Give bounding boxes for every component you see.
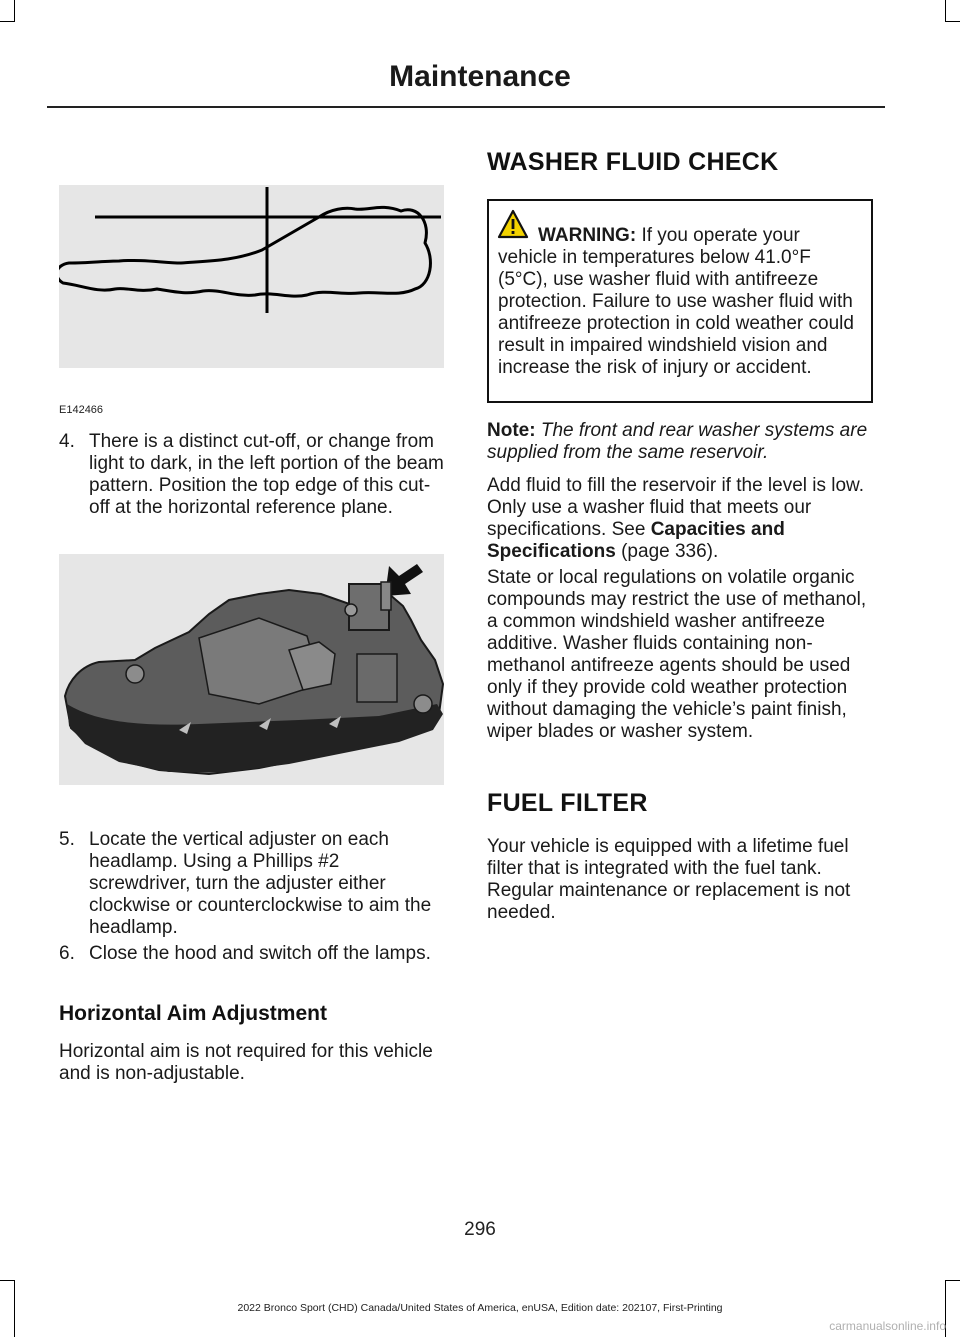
step-number: 4. [59, 431, 75, 452]
add-fluid-text: Add fluid to fill the reservoir if the level is low. Only use a washer fluid that meets our specifications. See [487, 475, 865, 540]
figure-code: E142466 [59, 404, 104, 416]
watermark: carmanualsonline.info [829, 1319, 946, 1333]
horizontal-aim-heading: Horizontal Aim Adjustment [59, 1002, 327, 1025]
washer-fluid-heading: WASHER FLUID CHECK [487, 148, 779, 176]
page-title: Maintenance [389, 60, 571, 93]
crop-mark [945, 0, 946, 22]
capacities-link[interactable]: Capacities and Specifications [487, 519, 785, 562]
step-text: There is a distinct cut-off, or change from light to dark, in the left portion of the beam pattern. Position the top edge of this cut-off at the horizontal reference plane. [89, 431, 444, 518]
crop-mark [14, 0, 15, 22]
fuel-filter-heading: FUEL FILTER [487, 789, 648, 817]
horizontal-aim-text: Horizontal aim is not required for this vehicle and is non-adjustable. [59, 1041, 433, 1084]
warning-text: If you operate your vehicle in temperatures below 41.0°F (5°C), use washer fluid with antifreeze protection. Failure to use washer fluid with antifreeze protection in cold weather could result in impaired windshield vision and increase the risk of injury or accident. [498, 225, 854, 378]
add-fluid-paragraph [487, 475, 879, 563]
crop-mark [0, 21, 15, 22]
step-text: Close the hood and switch off the lamps. [89, 943, 431, 964]
step-5 [59, 829, 444, 939]
step-6 [59, 943, 444, 965]
page-number: 296 [464, 1219, 496, 1240]
headlamp-illustration [59, 554, 444, 785]
header-divider [47, 106, 885, 108]
warning-box [487, 199, 873, 403]
headlamp-figure [59, 554, 444, 785]
step-text: Locate the vertical adjuster on each headlamp. Using a Phillips #2 screwdriver, turn the adjuster either clockwise or counterclockwise to aim the headlamp. [89, 829, 432, 938]
crop-mark [0, 1280, 15, 1281]
beam-pattern-figure [59, 185, 444, 368]
crop-mark [945, 21, 960, 22]
page-reference: (page 336). [621, 541, 719, 562]
crop-mark [945, 1280, 960, 1281]
step-4 [59, 431, 444, 519]
step-number: 6. [59, 943, 75, 964]
step-number: 5. [59, 829, 75, 850]
note [487, 420, 879, 464]
edition-footer: 2022 Bronco Sport (CHD) Canada/United States of America, enUSA, Edition date: 202107, First-Printing [237, 1302, 723, 1314]
note-label: Note: [487, 420, 536, 441]
regulations-paragraph: State or local regulations on volatile organic compounds may restrict the use of methanol, a common windshield washer antifreeze additive. Washer fluids containing non-methanol antifreeze agents should be used only if they provide cold weather protection without damaging the vehicle’s paint finish, wiper blades or washer system. [487, 567, 867, 742]
beam-pattern-diagram [59, 185, 444, 368]
note-text: The front and rear washer systems are supplied from the same reservoir. [487, 420, 868, 463]
fuel-filter-text: Your vehicle is equipped with a lifetime fuel filter that is integrated with the fuel tank. Regular maintenance or replacement is not needed. [487, 836, 851, 923]
warning-label: WARNING: [538, 225, 637, 246]
warning-triangle-icon [497, 209, 529, 239]
